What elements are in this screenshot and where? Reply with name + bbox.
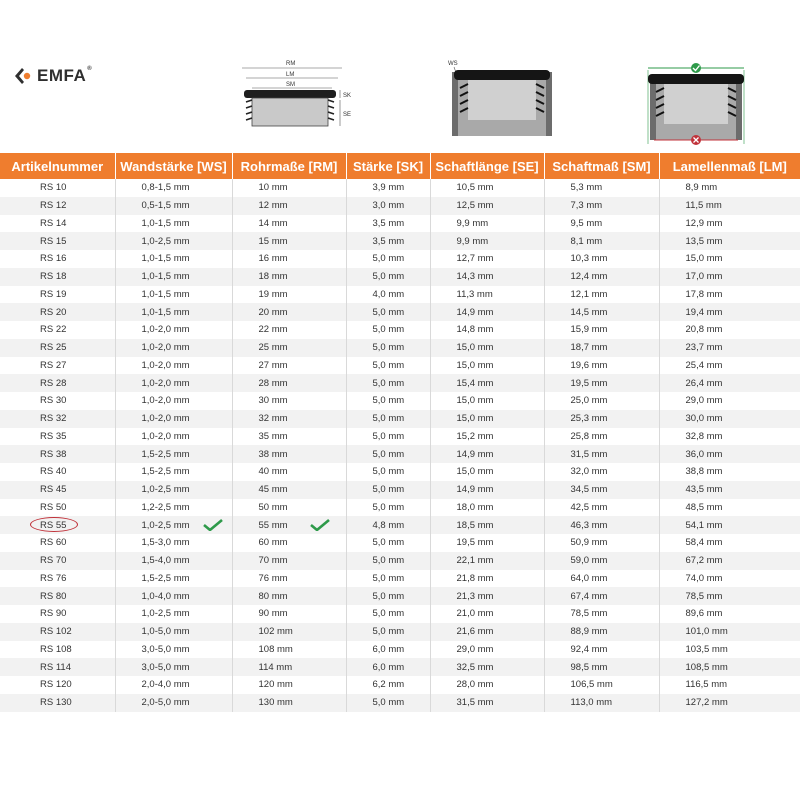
table-cell: RS 20 bbox=[0, 303, 115, 321]
table-cell: 32,8 mm bbox=[685, 430, 723, 442]
table-cell: 15,0 mm bbox=[430, 357, 544, 375]
table-cell: 31,5 mm bbox=[430, 694, 544, 712]
table-header-row bbox=[0, 153, 800, 179]
table-cell: RS 22 bbox=[0, 321, 115, 339]
table-cell: RS 90 bbox=[0, 605, 115, 623]
table-cell: 114 mm bbox=[232, 658, 346, 676]
table-cell: 1,2-2,5 mm bbox=[115, 499, 232, 517]
table-cell: 1,0-2,0 mm bbox=[115, 357, 232, 375]
table-cell: 5,3 mm bbox=[544, 179, 659, 197]
table-cell: 13,5 mm bbox=[659, 232, 800, 250]
table-cell: RS 130 bbox=[0, 694, 115, 712]
table-cell: 19,4 mm bbox=[659, 303, 800, 321]
table-cell: 80 mm bbox=[232, 587, 346, 605]
table-row[interactable] bbox=[0, 392, 800, 410]
table-cell: 108 mm bbox=[232, 641, 346, 659]
header bbox=[0, 0, 800, 150]
table-cell: 64,0 mm bbox=[544, 570, 659, 588]
table-cell: 4,8 mm bbox=[346, 516, 430, 534]
table-row[interactable] bbox=[0, 641, 800, 659]
table-cell: 9,5 mm bbox=[544, 215, 659, 233]
table-cell: RS 60 bbox=[0, 534, 115, 552]
table-cell: 0,5-1,5 mm bbox=[115, 197, 232, 215]
table-row[interactable] bbox=[0, 445, 800, 463]
table-cell: 1,0-2,5 mm bbox=[115, 516, 232, 534]
table-row[interactable] bbox=[0, 268, 800, 286]
table-cell: 31,5 mm bbox=[544, 445, 659, 463]
table-cell: 1,5-2,5 mm bbox=[115, 570, 232, 588]
table-row[interactable] bbox=[0, 410, 800, 428]
column-header-schaftmass[interactable]: Schaftmaß [SM] bbox=[544, 153, 659, 179]
rm-label: RM bbox=[286, 61, 296, 67]
table-cell: 19 mm bbox=[232, 286, 346, 304]
table-cell: RS 30 bbox=[0, 392, 115, 410]
table-cell: 1,0-2,0 mm bbox=[115, 321, 232, 339]
table-cell: 1,0-5,0 mm bbox=[115, 623, 232, 641]
table-cell: 5,0 mm bbox=[346, 392, 430, 410]
measurement-check-diagram bbox=[640, 56, 752, 146]
table-cell: 17,0 mm bbox=[659, 268, 800, 286]
table-cell: 15,0 mm bbox=[685, 253, 723, 265]
table-cell: 14,9 mm bbox=[430, 481, 544, 499]
table-cell: 1,0-2,0 mm bbox=[115, 392, 232, 410]
table-cell: 5,0 mm bbox=[346, 357, 430, 375]
table-cell: RS 120 bbox=[0, 676, 115, 694]
table-cell: 5,0 mm bbox=[346, 268, 430, 286]
table-cell: 15,0 mm bbox=[430, 410, 544, 428]
table-cell: 5,0 mm bbox=[346, 481, 430, 499]
table-cell: 15,0 mm bbox=[430, 463, 544, 481]
table-cell: 1,0-2,5 mm bbox=[115, 481, 232, 499]
table-cell: 5,0 mm bbox=[346, 339, 430, 357]
sk-label: SK bbox=[343, 93, 352, 99]
table-cell: 1,0-2,0 mm bbox=[115, 339, 232, 357]
table-row[interactable] bbox=[0, 215, 800, 233]
table-cell: 21,8 mm bbox=[430, 570, 544, 588]
table-cell: 15 mm bbox=[232, 232, 346, 250]
table-cell: 2,0-5,0 mm bbox=[115, 694, 232, 712]
table-cell: 5,0 mm bbox=[346, 605, 430, 623]
table-cell: 3,0-5,0 mm bbox=[115, 641, 232, 659]
table-cell: RS 50 bbox=[0, 499, 115, 517]
column-header-rohrmasse[interactable]: Rohrmaße [RM] bbox=[232, 153, 346, 179]
table-cell: 22,1 mm bbox=[430, 552, 544, 570]
table-cell: 102 mm bbox=[232, 623, 346, 641]
table-cell: 1,0-1,5 mm bbox=[115, 303, 232, 321]
table-cell: 78,5 mm bbox=[659, 587, 800, 605]
table-cell: 21,3 mm bbox=[430, 587, 544, 605]
table-cell: RS 25 bbox=[0, 339, 115, 357]
table-cell: 17,8 mm bbox=[685, 288, 723, 300]
table-row[interactable] bbox=[0, 676, 800, 694]
table-cell: 23,7 mm bbox=[659, 339, 800, 357]
table-cell: 30,0 mm bbox=[659, 410, 800, 428]
table-cell: 5,0 mm bbox=[346, 570, 430, 588]
se-label: SE bbox=[343, 112, 352, 118]
table-cell: 113,0 mm bbox=[544, 694, 659, 712]
table-cell: 1,5-3,0 mm bbox=[115, 534, 232, 552]
table-cell: 15,0 mm bbox=[430, 339, 544, 357]
table-cell: 6,0 mm bbox=[346, 658, 430, 676]
check-icon bbox=[691, 63, 701, 73]
table-cell: 74,0 mm bbox=[685, 572, 723, 584]
table-cell: 42,5 mm bbox=[544, 499, 659, 517]
table-row[interactable] bbox=[0, 250, 800, 268]
table-cell: 116,5 mm bbox=[685, 679, 728, 691]
table-row[interactable] bbox=[0, 694, 800, 712]
table-cell: 25,8 mm bbox=[544, 428, 659, 446]
table-cell: 29,0 mm bbox=[685, 395, 723, 407]
table-cell: 45 mm bbox=[232, 481, 346, 499]
table-cell: 10,5 mm bbox=[430, 179, 544, 197]
table-cell: 5,0 mm bbox=[346, 321, 430, 339]
table-cell: RS 38 bbox=[0, 445, 115, 463]
brand-name: EMFA® bbox=[37, 66, 93, 85]
table-cell: 32 mm bbox=[232, 410, 346, 428]
table-cell: 7,3 mm bbox=[544, 197, 659, 215]
table-cell: 1,0-1,5 mm bbox=[115, 215, 232, 233]
table-cell: 1,0-2,5 mm bbox=[115, 605, 232, 623]
table-cell: RS 70 bbox=[0, 552, 115, 570]
table-cell: 5,0 mm bbox=[346, 534, 430, 552]
table-row[interactable] bbox=[0, 605, 800, 623]
table-cell: 101,0 mm bbox=[659, 623, 800, 641]
table-cell: 15,0 mm bbox=[430, 392, 544, 410]
table-cell: 25,4 mm bbox=[685, 359, 723, 371]
table-cell: 67,4 mm bbox=[544, 587, 659, 605]
table-cell: 1,0-2,5 mm bbox=[115, 232, 232, 250]
table-cell: 90 mm bbox=[232, 605, 346, 623]
table-row[interactable] bbox=[0, 357, 800, 375]
table-cell: 8,1 mm bbox=[544, 232, 659, 250]
table-cell: RS 10 bbox=[0, 179, 115, 197]
table-cell: 35 mm bbox=[232, 428, 346, 446]
column-header-staerke[interactable]: Stärke [SK] bbox=[346, 153, 430, 179]
check-icon bbox=[309, 519, 331, 531]
table-cell: 4,0 mm bbox=[346, 286, 430, 304]
table-cell: 32,5 mm bbox=[430, 658, 544, 676]
table-row[interactable] bbox=[0, 534, 800, 552]
table-cell: 1,0-2,0 mm bbox=[115, 410, 232, 428]
table-row[interactable] bbox=[0, 428, 800, 446]
table-cell: 22 mm bbox=[232, 321, 346, 339]
table-cell: 5,0 mm bbox=[346, 428, 430, 446]
cap-in-tube-diagram bbox=[446, 58, 556, 136]
table-cell: 5,0 mm bbox=[346, 303, 430, 321]
table-cell: 19,5 mm bbox=[430, 534, 544, 552]
table-cell: 25,0 mm bbox=[544, 392, 659, 410]
table-cell: 3,5 mm bbox=[346, 215, 430, 233]
table-cell: 32,0 mm bbox=[544, 463, 659, 481]
table-cell: 5,0 mm bbox=[346, 499, 430, 517]
table-cell: 40 mm bbox=[232, 463, 346, 481]
table-cell: 76 mm bbox=[232, 570, 346, 588]
table-cell: RS 28 bbox=[0, 374, 115, 392]
table-cell: 46,3 mm bbox=[544, 516, 659, 534]
table-cell: 28,0 mm bbox=[430, 676, 544, 694]
table-cell: 60 mm bbox=[232, 534, 346, 552]
product-table bbox=[0, 153, 800, 712]
highlight-ring bbox=[30, 517, 78, 532]
table-cell: 18,5 mm bbox=[430, 516, 544, 534]
brand-logo bbox=[12, 66, 92, 86]
column-header-lamellenmass[interactable]: Lamellenmaß [LM] bbox=[659, 153, 800, 179]
table-cell: RS 12 bbox=[0, 197, 115, 215]
table-cell: 108,5 mm bbox=[659, 658, 800, 676]
table-cell: 6,0 mm bbox=[346, 641, 430, 659]
table-row[interactable] bbox=[0, 303, 800, 321]
table-row[interactable] bbox=[0, 197, 800, 215]
table-row[interactable] bbox=[0, 552, 800, 570]
table-cell: 78,5 mm bbox=[544, 605, 659, 623]
table-cell: 25,3 mm bbox=[544, 410, 659, 428]
table-cell: 92,4 mm bbox=[544, 641, 659, 659]
table-row[interactable] bbox=[0, 516, 800, 534]
table-cell: 38 mm bbox=[232, 445, 346, 463]
table-cell: 14,3 mm bbox=[430, 268, 544, 286]
table-row[interactable] bbox=[0, 481, 800, 499]
column-header-schaftlaenge[interactable]: Schaftlänge [SE] bbox=[430, 153, 544, 179]
table-cell: 18 mm bbox=[232, 268, 346, 286]
table-cell: 12,7 mm bbox=[430, 250, 544, 268]
table-cell: 21,0 mm bbox=[430, 605, 544, 623]
table-cell: 70 mm bbox=[232, 552, 346, 570]
table-cell: RS 35 bbox=[0, 428, 115, 446]
table-cell: 14,5 mm bbox=[544, 303, 659, 321]
table-cell: 5,0 mm bbox=[346, 623, 430, 641]
table-cell: RS 16 bbox=[0, 250, 115, 268]
table-row[interactable] bbox=[0, 286, 800, 304]
table-cell: 89,6 mm bbox=[685, 608, 723, 620]
table-cell: 12,5 mm bbox=[430, 197, 544, 215]
table-cell: RS 102 bbox=[0, 623, 115, 641]
table-cell: 54,1 mm bbox=[659, 516, 800, 534]
table-cell: 16 mm bbox=[232, 250, 346, 268]
table-cell: 15,2 mm bbox=[430, 428, 544, 446]
table-cell: 1,0-1,5 mm bbox=[115, 268, 232, 286]
table-cell: 12 mm bbox=[232, 197, 346, 215]
table-cell: 106,5 mm bbox=[544, 676, 659, 694]
table-cell: 14,9 mm bbox=[430, 445, 544, 463]
table-row[interactable] bbox=[0, 232, 800, 250]
table-cell: 14 mm bbox=[232, 215, 346, 233]
table-cell: 1,5-2,5 mm bbox=[115, 445, 232, 463]
table-cell: 21,6 mm bbox=[430, 623, 544, 641]
table-cell: RS 108 bbox=[0, 641, 115, 659]
check-icon bbox=[202, 519, 224, 531]
table-cell: 5,0 mm bbox=[346, 445, 430, 463]
table-cell: 1,0-2,0 mm bbox=[115, 428, 232, 446]
table-cell: 5,0 mm bbox=[346, 250, 430, 268]
table-cell: RS 76 bbox=[0, 570, 115, 588]
table-row[interactable] bbox=[0, 623, 800, 641]
table-cell: 120 mm bbox=[232, 676, 346, 694]
table-cell: 12,1 mm bbox=[544, 286, 659, 304]
table-cell: 59,0 mm bbox=[544, 552, 659, 570]
table-cell: 2,0-4,0 mm bbox=[115, 676, 232, 694]
table-cell: RS 55 bbox=[0, 516, 115, 534]
table-cell: RS 18 bbox=[0, 268, 115, 286]
table-cell: 38,8 mm bbox=[685, 466, 723, 478]
table-cell: 5,0 mm bbox=[346, 552, 430, 570]
table-cell: 29,0 mm bbox=[430, 641, 544, 659]
table-cell: 103,5 mm bbox=[685, 643, 728, 655]
table-cell: 19,6 mm bbox=[544, 357, 659, 375]
column-header-wandstaerke[interactable]: Wandstärke [WS] bbox=[115, 153, 232, 179]
table-cell: 12,9 mm bbox=[685, 217, 723, 229]
table-cell: 9,9 mm bbox=[430, 232, 544, 250]
ws-label: WS bbox=[448, 61, 458, 67]
table-cell: 25 mm bbox=[232, 339, 346, 357]
table-cell: 67,2 mm bbox=[659, 552, 800, 570]
column-header-artikelnummer[interactable]: Artikelnummer bbox=[0, 153, 115, 179]
table-cell: 5,0 mm bbox=[346, 694, 430, 712]
table-row[interactable] bbox=[0, 570, 800, 588]
emfa-logo-icon bbox=[12, 66, 32, 86]
table-cell: 5,0 mm bbox=[346, 410, 430, 428]
table-cell: 34,5 mm bbox=[544, 481, 659, 499]
table-cell: 1,5-2,5 mm bbox=[115, 463, 232, 481]
table-cell: 20,8 mm bbox=[685, 324, 723, 336]
table-cell: 88,9 mm bbox=[544, 623, 659, 641]
table-cell: 1,0-2,0 mm bbox=[115, 374, 232, 392]
table-cell: 3,5 mm bbox=[346, 232, 430, 250]
table-cell: 15,4 mm bbox=[430, 374, 544, 392]
table-cell: 1,0-1,5 mm bbox=[115, 250, 232, 268]
table-cell: 5,0 mm bbox=[346, 374, 430, 392]
table-cell: 5,0 mm bbox=[346, 587, 430, 605]
table-row[interactable] bbox=[0, 587, 800, 605]
table-row[interactable] bbox=[0, 499, 800, 517]
table-cell: 5,0 mm bbox=[346, 463, 430, 481]
table-cell: RS 15 bbox=[0, 232, 115, 250]
table-cell: 50,9 mm bbox=[544, 534, 659, 552]
table-cell: 8,9 mm bbox=[685, 182, 718, 194]
sm-label: SM bbox=[286, 82, 295, 88]
table-cell: 26,4 mm bbox=[659, 374, 800, 392]
table-cell: 0,8-1,5 mm bbox=[115, 179, 232, 197]
table-cell: 10,3 mm bbox=[544, 250, 659, 268]
table-cell: 19,5 mm bbox=[544, 374, 659, 392]
table-cell: 11,5 mm bbox=[659, 197, 800, 215]
table-cell: 12,4 mm bbox=[544, 268, 659, 286]
table-cell: RS 40 bbox=[0, 463, 115, 481]
table-cell: 55 mm bbox=[232, 516, 346, 534]
table-cell: 98,5 mm bbox=[544, 658, 659, 676]
table-row[interactable] bbox=[0, 321, 800, 339]
table-cell: 14,8 mm bbox=[430, 321, 544, 339]
table-cell: 18,0 mm bbox=[430, 499, 544, 517]
table-cell: 127,2 mm bbox=[659, 694, 800, 712]
table-cell: 3,9 mm bbox=[346, 179, 430, 197]
table-cell: 11,3 mm bbox=[430, 286, 544, 304]
table-cell: RS 45 bbox=[0, 481, 115, 499]
table-row[interactable] bbox=[0, 658, 800, 676]
table-cell: 15,9 mm bbox=[544, 321, 659, 339]
table-cell: 48,5 mm bbox=[685, 501, 723, 513]
table-cell: 18,7 mm bbox=[544, 339, 659, 357]
table-cell: RS 114 bbox=[0, 658, 115, 676]
table-cell: 1,5-4,0 mm bbox=[115, 552, 232, 570]
table-cell: RS 80 bbox=[0, 587, 115, 605]
table-cell: 9,9 mm bbox=[430, 215, 544, 233]
table-cell: 20 mm bbox=[232, 303, 346, 321]
table-cell: 6,2 mm bbox=[346, 676, 430, 694]
table-cell: 28 mm bbox=[232, 374, 346, 392]
table-cell: 3,0 mm bbox=[346, 197, 430, 215]
table-cell: 1,0-1,5 mm bbox=[115, 286, 232, 304]
table-cell: 130 mm bbox=[232, 694, 346, 712]
lm-label: LM bbox=[286, 72, 295, 78]
table-cell: 1,0-4,0 mm bbox=[115, 587, 232, 605]
table-cell: RS 19 bbox=[0, 286, 115, 304]
table-cell: 3,0-5,0 mm bbox=[115, 658, 232, 676]
table-cell: 27 mm bbox=[232, 357, 346, 375]
table-row[interactable] bbox=[0, 463, 800, 481]
dimension-diagram bbox=[232, 56, 362, 136]
table-row[interactable] bbox=[0, 179, 800, 197]
table-cell: 14,9 mm bbox=[430, 303, 544, 321]
table-cell: 50 mm bbox=[232, 499, 346, 517]
table-cell: 58,4 mm bbox=[685, 537, 723, 549]
table-cell: RS 27 bbox=[0, 357, 115, 375]
table-row[interactable] bbox=[0, 374, 800, 392]
table-cell: RS 32 bbox=[0, 410, 115, 428]
table-cell: 30 mm bbox=[232, 392, 346, 410]
table-row[interactable] bbox=[0, 339, 800, 357]
table-cell: 10 mm bbox=[232, 179, 346, 197]
table-cell: RS 14 bbox=[0, 215, 115, 233]
table-cell: 36,0 mm bbox=[659, 445, 800, 463]
table-cell: 43,5 mm bbox=[659, 481, 800, 499]
